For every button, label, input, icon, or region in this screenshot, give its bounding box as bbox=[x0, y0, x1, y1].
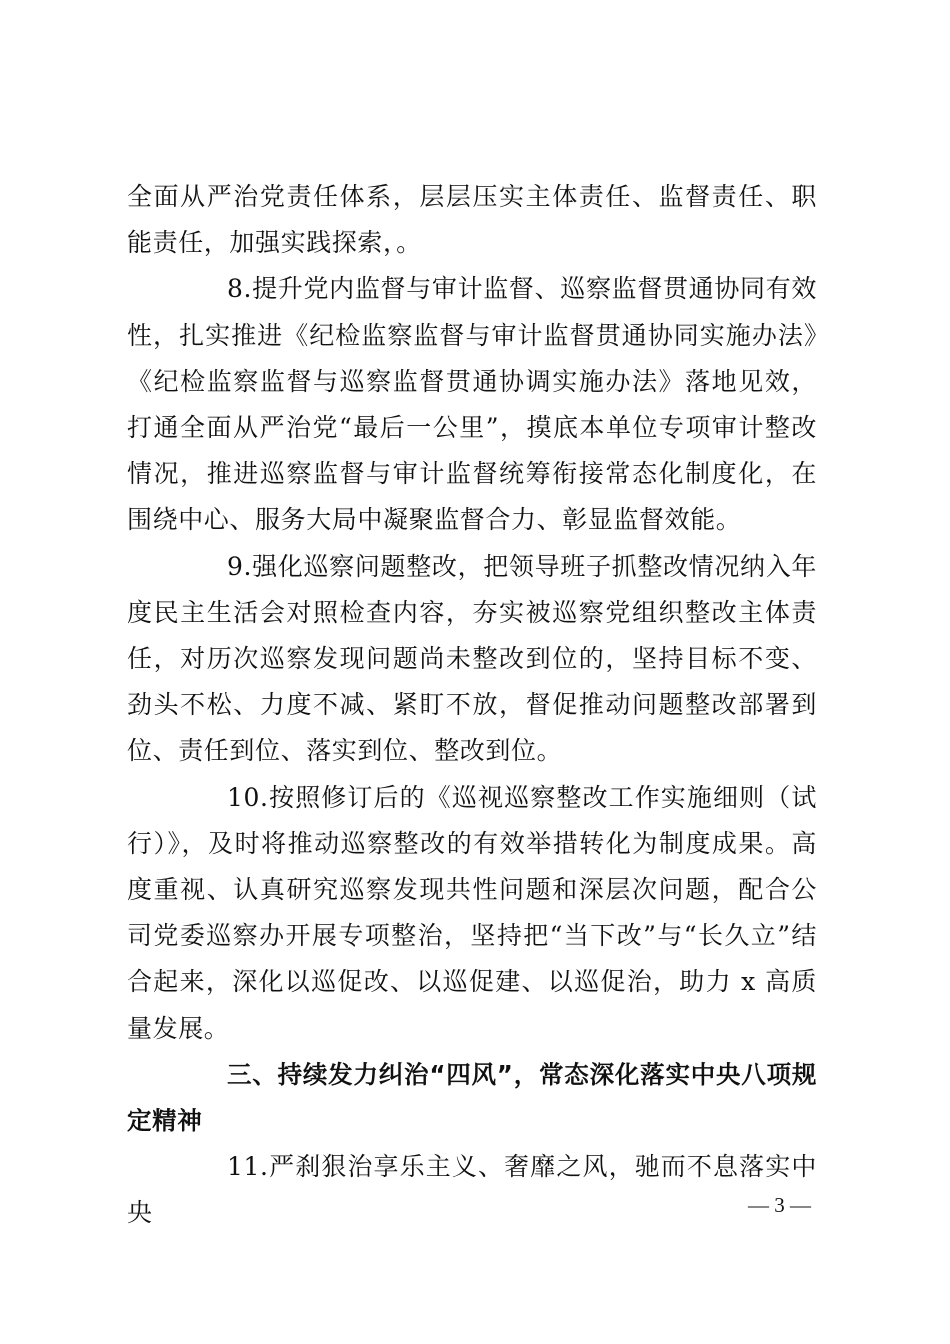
section-heading: 三、持续发力纠治“四风”，常态深化落实中央八项规定精神 bbox=[127, 1059, 817, 1136]
document-body bbox=[127, 174, 817, 1237]
paragraph-item-8: 8.提升党内监督与审计监督、巡察监督贯通协同有效性，扎实推进《纪检监察监督与审计监督贯通协同实施办法》《纪检监察监督与巡察监督贯通协调实施办法》落地见效，打通全面从严治党“最后一公里”，摸底本单位专项审计整改情况，推进巡察监督与审计监督统筹衔接常态化制度化，在围绕中心、服务大局中凝聚监督合力、彰显监督效能。 bbox=[127, 274, 817, 535]
paragraph-continuation: 全面从严治党责任体系，层层压实主体责任、监督责任、职能责任，加强实践探索，。 bbox=[127, 182, 817, 258]
paragraph-item-10: 10.按照修订后的《巡视巡察整改工作实施细则（试行）》，及时将推动巡察整改的有效举措转化为制度成果。高度重视、认真研究巡察发现共性问题和深层次问题，配合公司党委巡察办开展专项整治，坚持把“当下改”与“长久立”结合起来，深化以巡促改、以巡促建、以巡促治，助力 x 高质量发展。 bbox=[127, 782, 817, 1043]
page-number: — 3 — bbox=[748, 1193, 811, 1217]
paragraph-item-9: 9.强化巡察问题整改，把领导班子抓整改情况纳入年度民主生活会对照检查内容，夯实被巡察党组织整改主体责任，对历次巡察发现问题尚未整改到位的，坚持目标不变、劲头不松、力度不减、紧盯不放，督促推动问题整改部署到位、责任到位、落实到位、整改到位。 bbox=[127, 551, 817, 766]
paragraph-item-11: 11.严刹狠治享乐主义、奢靡之风，驰而不息落实中央 bbox=[127, 1152, 817, 1228]
